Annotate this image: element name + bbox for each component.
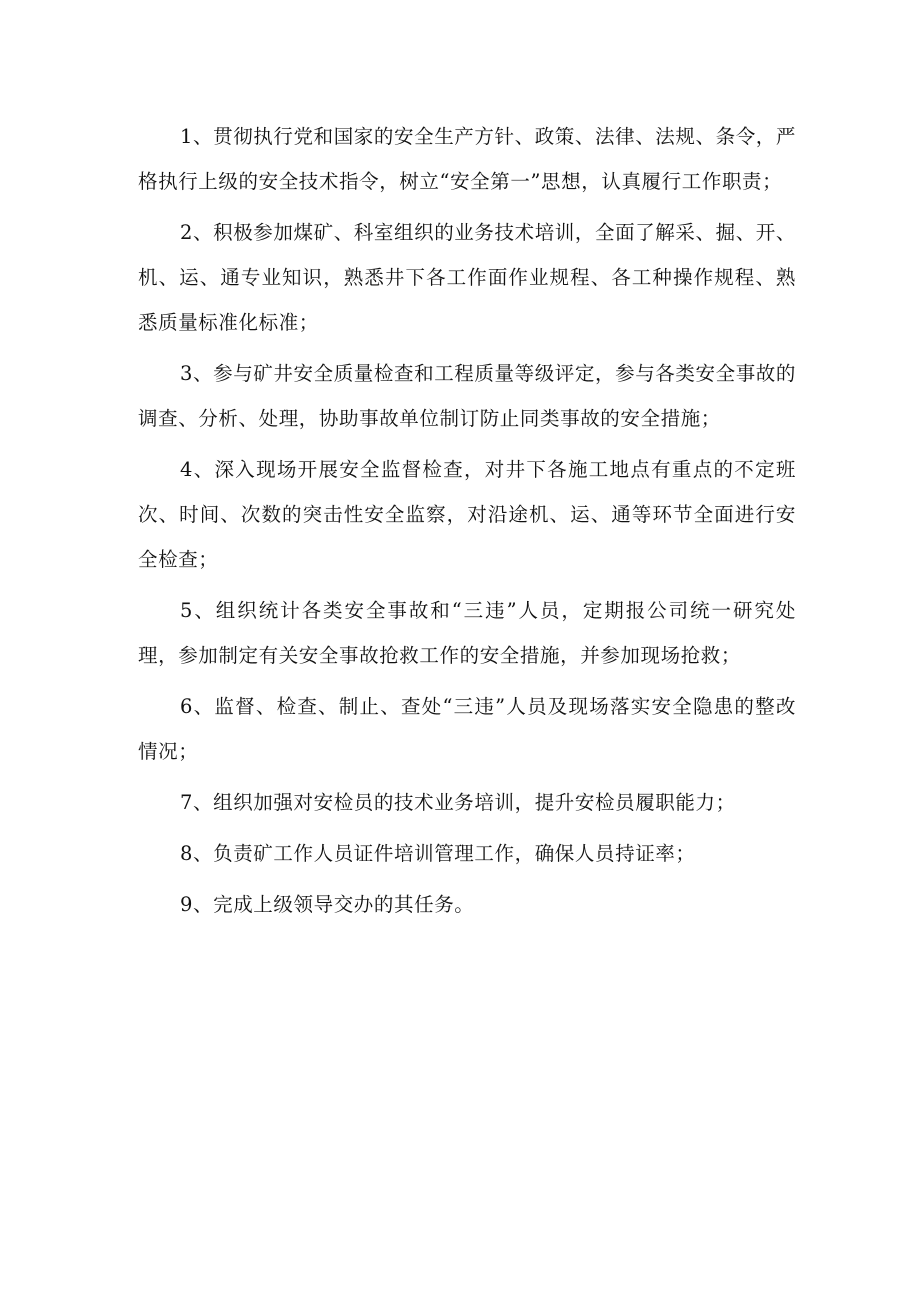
duty-item-5: 5、组织统计各类安全事故和“三违”人员，定期报公司统一研究处理，参加制定有关安全事故抢救工作的安全措施，并参加现场抢救； — [138, 599, 796, 667]
duty-item-8: 8、负责矿工作人员证件培训管理工作，确保人员持证率； — [180, 842, 696, 865]
duty-item-4: 4、深入现场开展安全监督检查，对井下各施工地点有重点的不定班次、时间、次数的突击性安全监察，对沿途机、运、通等环节全面进行安全检查； — [138, 458, 796, 571]
duty-item-6: 6、监督、检查、制止、查处“三违”人员及现场落实安全隐患的整改情况； — [138, 695, 796, 763]
duty-list — [138, 114, 796, 933]
duty-item-7: 7、组织加强对安检员的技术业务培训，提升安检员履职能力； — [180, 791, 736, 814]
duty-item-1: 1、贯彻执行党和国家的安全生产方针、政策、法律、法规、条令，严格执行上级的安全技术指令，树立“安全第一”思想，认真履行工作职责； — [138, 125, 797, 193]
duty-item-3: 3、参与矿井安全质量检查和工程质量等级评定，参与各类安全事故的调查、分析、处理，协助事故单位制订防止同类事故的安全措施； — [138, 362, 797, 430]
duty-item-9: 9、完成上级领导交办的其任务。 — [180, 893, 475, 916]
duty-item-2: 2、积极参加煤矿、科室组织的业务技术培训，全面了解采、掘、开、机、运、通专业知识，熟悉井下各工作面作业规程、各工种操作规程、熟悉质量标准化标准； — [138, 221, 797, 334]
